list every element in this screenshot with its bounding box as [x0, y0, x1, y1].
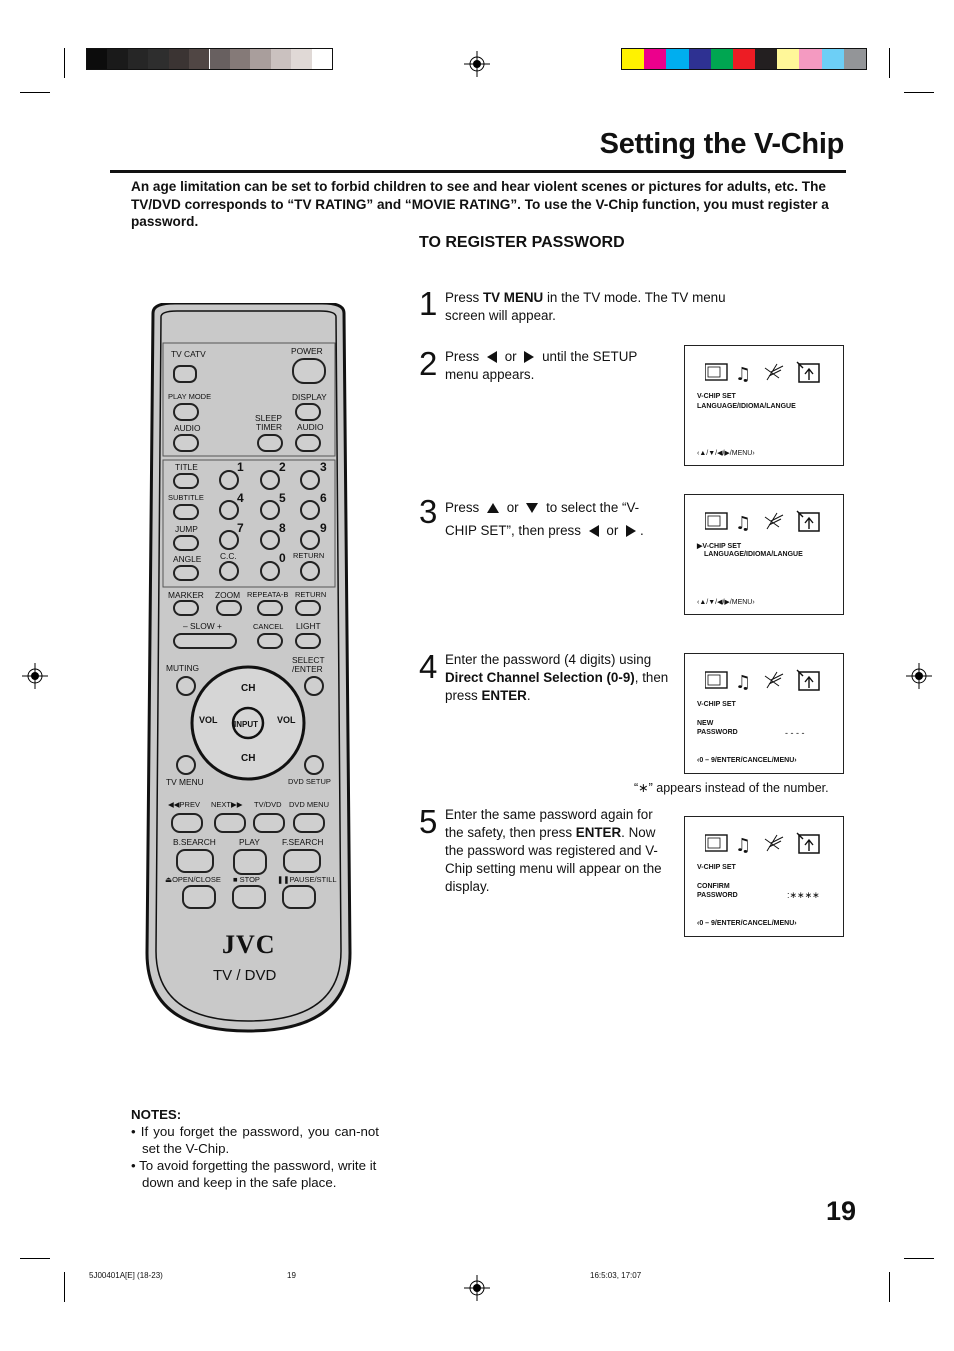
note-item: • If you forget the password, you can-not set the V-Chip.: [131, 1124, 379, 1156]
left-arrow-icon: [589, 525, 599, 537]
digit-label: 4: [237, 491, 244, 505]
setup-menu-selected-screen: [684, 494, 844, 615]
menu-item-vchip: V-CHIP SET: [697, 393, 736, 400]
color-swatch: [271, 49, 291, 69]
color-swatch: [189, 49, 209, 69]
screen-title: V-CHIP SET: [697, 864, 736, 871]
b-search-label: B.SEARCH: [173, 837, 216, 847]
f-search-button[interactable]: [283, 849, 321, 873]
prev-button[interactable]: [171, 813, 203, 833]
crop-mark: [20, 1258, 50, 1259]
password-entry: :∗∗∗∗: [787, 890, 820, 900]
step-4-text: Enter the password (4 digits) using Direct Channel Selection (0-9), then press ENTER.: [445, 652, 669, 703]
dvd-menu-label: DVD MENU: [289, 800, 330, 809]
menu-nav-hint: ‹▲/▼/◀/▶/MENU›: [697, 450, 755, 457]
muting-label: MUTING: [166, 663, 200, 673]
b-search-button[interactable]: [176, 849, 214, 873]
input-button[interactable]: INPUT: [234, 720, 258, 729]
prev-label: ◀◀PREV: [168, 800, 200, 809]
zoom-button[interactable]: [216, 600, 242, 616]
digit-label: 8: [279, 521, 286, 535]
digit-5-button[interactable]: [260, 500, 280, 520]
label-confirm: CONFIRM: [697, 883, 730, 890]
slow-label: – SLOW +: [183, 621, 222, 631]
color-swatch: [755, 49, 777, 69]
enter-label: /ENTER: [292, 664, 323, 674]
asterisk-note: “∗” appears instead of the number.: [634, 781, 829, 795]
step-number: 4: [419, 648, 438, 685]
next-button[interactable]: [214, 813, 246, 833]
zoom-label: ZOOM: [215, 590, 241, 600]
notes-heading: NOTES:: [131, 1107, 182, 1122]
repeat-ab-button[interactable]: [257, 600, 283, 616]
digit-8-button[interactable]: [260, 530, 280, 550]
slow-button[interactable]: [173, 633, 237, 649]
title-label: TITLE: [175, 462, 198, 472]
color-swatch: [312, 49, 332, 69]
color-swatch: [148, 49, 168, 69]
step-3-text: Press or to select the “V-CHIP SET”, then press or .: [445, 500, 644, 538]
color-swatch: [291, 49, 311, 69]
play-label: PLAY: [239, 837, 260, 847]
pause-still-button[interactable]: [282, 885, 316, 909]
title-rule: [110, 170, 846, 173]
digit-label: 3: [320, 460, 327, 474]
registration-target-icon: [906, 663, 932, 689]
digit-9-button[interactable]: [300, 530, 320, 550]
stop-label: ■ STOP: [233, 875, 260, 884]
footer-center: 19: [287, 1271, 296, 1280]
color-scale-bar: [621, 48, 867, 70]
crop-mark: [904, 1258, 934, 1259]
f-search-label: F.SEARCH: [282, 837, 324, 847]
label-new: NEW: [697, 720, 714, 727]
return2-label: RETURN: [295, 590, 327, 599]
digit-label: 9: [320, 521, 327, 535]
title-button[interactable]: [173, 473, 199, 489]
footer-left: 5J00401A[E] (18-23): [89, 1271, 163, 1280]
step-number: 1: [419, 285, 438, 322]
angle-button[interactable]: [173, 565, 199, 581]
color-swatch: [230, 49, 250, 69]
menu-item-language: LANGUAGE/IDIOMA/LANGUE: [697, 403, 796, 410]
cancel-label: CANCEL: [253, 622, 284, 631]
power-label: POWER: [291, 346, 323, 356]
digit-6-button[interactable]: [300, 500, 320, 520]
menu-icons-row: [705, 360, 825, 386]
dvd-setup-label: DVD SETUP: [288, 777, 331, 786]
audio2-button[interactable]: [295, 434, 321, 452]
color-swatch: [711, 49, 733, 69]
digit-2-button[interactable]: [260, 470, 280, 490]
page-number: 19: [826, 1196, 857, 1226]
step-5-text: Enter the same password again for the safety, then press ENTER. Now the password was registered and V-Chip setting menu will appear on the display.: [445, 807, 662, 894]
return-label: RETURN: [293, 551, 325, 560]
tv-catv-switch[interactable]: [173, 365, 197, 383]
digit-0-button[interactable]: [260, 561, 280, 581]
ch-up-label: CH: [241, 683, 256, 694]
menu-icons-row: [705, 831, 825, 857]
sleep-label: SLEEP: [255, 413, 283, 423]
down-arrow-icon: [526, 503, 538, 513]
digit-label: 2: [279, 460, 286, 474]
tv-menu-label: TV MENU: [166, 777, 204, 787]
digit-label: 0: [279, 551, 286, 565]
step-number: 2: [419, 345, 438, 382]
marker-button[interactable]: [173, 600, 199, 616]
color-swatch: [822, 49, 844, 69]
angle-label: ANGLE: [173, 554, 202, 564]
dvd-menu-button[interactable]: [293, 813, 325, 833]
digit-label: 5: [279, 491, 286, 505]
menu-nav-hint: ‹0 – 9/ENTER/CANCEL/MENU›: [697, 920, 797, 927]
jump-button[interactable]: [173, 535, 199, 551]
menu-nav-hint: ‹▲/▼/◀/▶/MENU›: [697, 599, 755, 606]
play-mode-button[interactable]: [173, 403, 199, 421]
color-swatch: [622, 49, 644, 69]
digit-label: 1: [237, 460, 244, 474]
gray-scale-bar: [86, 48, 333, 70]
confirm-password-screen: [684, 816, 844, 937]
color-swatch: [250, 49, 270, 69]
up-arrow-icon: [487, 503, 499, 513]
color-swatch: [210, 49, 230, 69]
subtitle-label: SUBTITLE: [168, 493, 204, 502]
jvc-logo: JVC: [222, 930, 276, 959]
color-swatch: [169, 49, 189, 69]
digit-label: 6: [320, 491, 327, 505]
notes: [131, 1106, 379, 1191]
step-2-text: Press or until the SETUP menu appears.: [445, 349, 638, 382]
remote-control: [145, 303, 352, 1034]
display-label: DISPLAY: [292, 392, 327, 402]
select-enter-button[interactable]: [304, 676, 324, 696]
color-swatch: [87, 49, 107, 69]
digit-4-button[interactable]: [219, 500, 239, 520]
vol-down-label: VOL: [199, 715, 218, 725]
menu-item-language: LANGUAGE/IDIOMA/LANGUE: [704, 551, 803, 558]
audio-button[interactable]: [173, 434, 199, 452]
open-close-button[interactable]: [182, 885, 216, 909]
registration-target-icon: [464, 51, 490, 77]
digit-label: 7: [237, 521, 244, 535]
digit-1-button[interactable]: [219, 470, 239, 490]
audio2-label: AUDIO: [297, 422, 324, 432]
repeat-ab-label: REPEATA-B: [247, 590, 289, 599]
crop-mark: [889, 1272, 890, 1302]
menu-item-vchip: ▶V-CHIP SET: [697, 543, 742, 550]
color-swatch: [733, 49, 755, 69]
menu-icons-row: [705, 509, 825, 535]
ch-down-label: CH: [241, 753, 256, 764]
open-close-label: ⏏OPEN/CLOSE: [165, 875, 221, 884]
display-button[interactable]: [295, 403, 321, 421]
dvd-setup-button[interactable]: [304, 755, 324, 775]
jump-label: JUMP: [175, 524, 198, 534]
tv-dvd-button[interactable]: [253, 813, 285, 833]
setup-menu-screen: [684, 345, 844, 466]
crop-mark: [64, 48, 65, 78]
color-swatch: [666, 49, 688, 69]
power-button[interactable]: [292, 358, 326, 384]
note-item: • To avoid forgetting the password, write it down and keep in the safe place.: [131, 1158, 377, 1190]
right-arrow-icon: [524, 351, 534, 363]
color-swatch: [644, 49, 666, 69]
muting-button[interactable]: [176, 676, 196, 696]
crop-mark: [64, 1272, 65, 1302]
cc-label: C.C.: [220, 551, 237, 561]
cc-button[interactable]: [219, 561, 239, 581]
audio-label: AUDIO: [174, 423, 201, 433]
play-mode-label: PLAY MODE: [168, 392, 212, 401]
footer-right: 16:5:03, 17:07: [590, 1271, 642, 1280]
tv-menu-button[interactable]: [176, 755, 196, 775]
timer-label: TIMER: [256, 422, 283, 432]
registration-target-icon: [464, 1275, 490, 1301]
section-heading: TO REGISTER PASSWORD: [419, 234, 625, 251]
light-label: LIGHT: [296, 621, 321, 631]
pause-still-label: ❚❚PAUSE/STILL: [277, 875, 337, 884]
color-swatch: [844, 49, 866, 69]
next-label: NEXT▶▶: [211, 800, 243, 809]
digit-3-button[interactable]: [300, 470, 320, 490]
registration-target-icon: [22, 663, 48, 689]
return-button[interactable]: [300, 561, 320, 581]
menu-nav-hint: ‹0 – 9/ENTER/CANCEL/MENU›: [697, 757, 797, 764]
light-button[interactable]: [295, 633, 321, 649]
color-swatch: [107, 49, 127, 69]
color-swatch: [128, 49, 148, 69]
new-password-screen: [684, 653, 844, 774]
color-swatch: [689, 49, 711, 69]
password-entry: - - - -: [785, 728, 805, 738]
return2-button[interactable]: [295, 600, 321, 616]
page-title: Setting the V-Chip: [599, 128, 844, 160]
cancel-button[interactable]: [257, 633, 283, 649]
right-arrow-icon: [626, 525, 636, 537]
digit-7-button[interactable]: [219, 530, 239, 550]
vol-up-label: VOL: [277, 715, 296, 725]
play-button[interactable]: [233, 849, 267, 875]
stop-button[interactable]: [232, 885, 266, 909]
step-number: 5: [419, 803, 438, 840]
tv-dvd-label: TV/DVD: [254, 800, 282, 809]
label-password: PASSWORD: [697, 729, 738, 736]
subtitle-button[interactable]: [173, 504, 199, 520]
sleep-timer-button[interactable]: [257, 434, 283, 452]
crop-mark: [20, 92, 50, 93]
select-label: SELECT: [292, 655, 325, 665]
intro-text: An age limitation can be set to forbid children to see and hear violent scenes or pictures for adults, etc. The TV/DVD corresponds to “TV RATING” and “MOVIE RATING”. To use the V-Chip function, you must register a password.: [131, 179, 829, 229]
menu-icons-row: [705, 668, 825, 694]
left-arrow-icon: [487, 351, 497, 363]
crop-mark: [889, 48, 890, 78]
color-swatch: [799, 49, 821, 69]
step-number: 3: [419, 493, 438, 530]
crop-mark: [904, 92, 934, 93]
color-swatch: [777, 49, 799, 69]
tv-catv-label: TV CATV: [171, 349, 206, 359]
marker-label: MARKER: [168, 590, 204, 600]
screen-title: V-CHIP SET: [697, 701, 736, 708]
remote-model-label: TV / DVD: [213, 967, 277, 984]
step-1-text: Press TV MENU in the TV mode. The TV menu screen will appear.: [445, 290, 726, 323]
label-password: PASSWORD: [697, 892, 738, 899]
